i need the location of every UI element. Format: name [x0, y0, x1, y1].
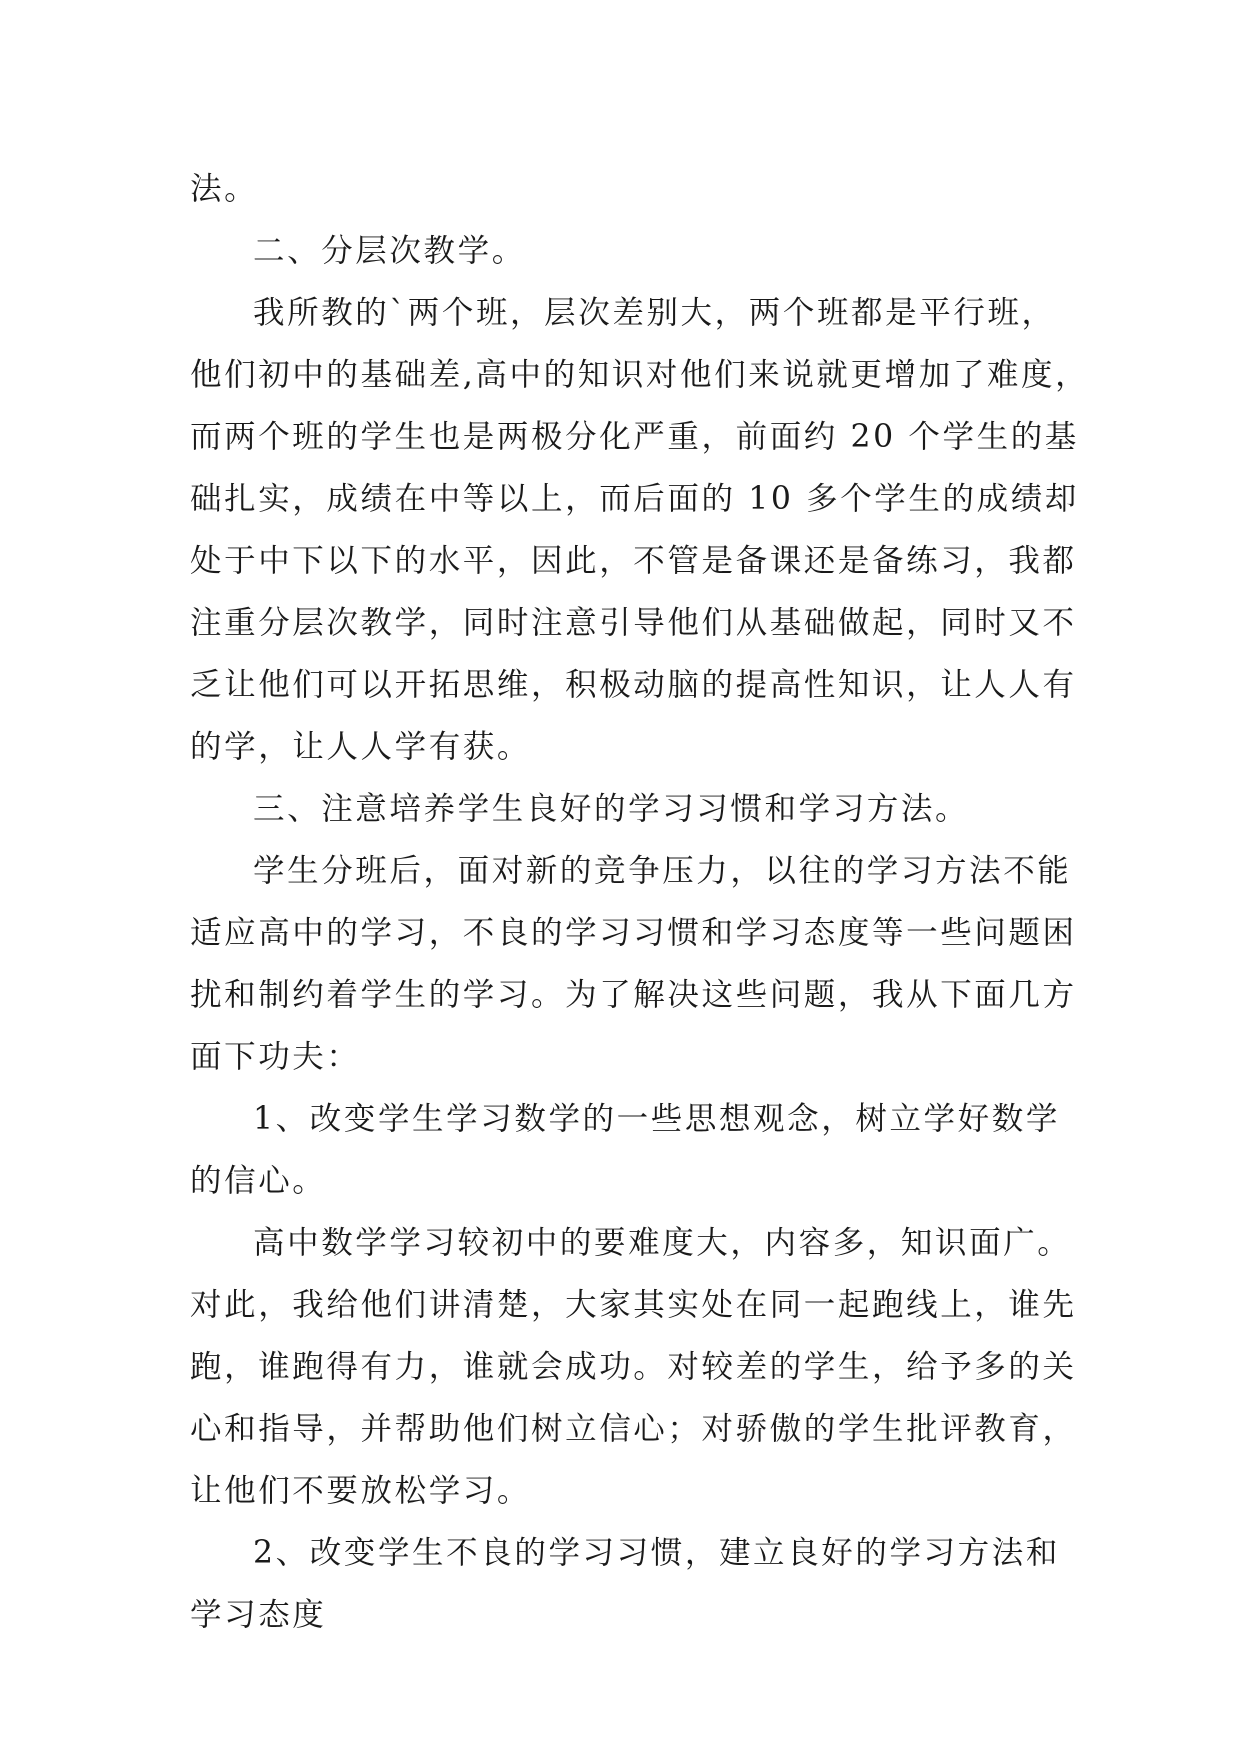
list-item-2 [190, 1522, 1070, 1646]
text-line: 学习态度 [190, 1597, 327, 1633]
text-line: 他们初中的基础差,高中的知识对他们来说就更增加了难度， [190, 357, 1090, 393]
list-item-1 [190, 1088, 1070, 1212]
paragraph-confidence [190, 1212, 1077, 1522]
paragraph-continuation [190, 158, 1070, 220]
document-body [190, 158, 1090, 1646]
text-line: 础扎实，成绩在中等以上，而后面的 10 多个学生的成绩却 [190, 481, 1079, 517]
text-line: 的信心。 [190, 1163, 327, 1199]
text-line: 处于中下以下的水平，因此，不管是备课还是备练习，我都 [190, 543, 1077, 579]
paragraph-layered-teaching [190, 282, 1090, 778]
text-line: 对此，我给他们讲清楚，大家其实处在同一起跑线上，谁先 [190, 1287, 1077, 1323]
heading-line: 二、分层次教学。 [253, 233, 526, 269]
text-line: 适应高中的学习，不良的学习习惯和学习态度等一些问题困 [190, 915, 1077, 951]
paragraph-study-habits [190, 840, 1077, 1088]
text-line: 扰和制约着学生的学习。为了解决这些问题，我从下面几方 [190, 977, 1077, 1013]
text-line: 心和指导，并帮助他们树立信心；对骄傲的学生批评教育， [190, 1411, 1077, 1447]
text-line: 跑，谁跑得有力，谁就会成功。对较差的学生，给予多的关 [190, 1349, 1077, 1385]
text-line: 乏让他们可以开拓思维，积极动脑的提高性知识，让人人有 [190, 667, 1077, 703]
text-line: 我所教的`两个班，层次差别大，两个班都是平行班， [253, 295, 1056, 331]
text-line: 面下功夫： [190, 1039, 361, 1075]
text-line: 学生分班后，面对新的竞争压力，以往的学习方法不能 [253, 853, 1072, 889]
text-line: 而两个班的学生也是两极分化严重，前面约 20 个学生的基 [190, 419, 1079, 455]
section-heading-3 [190, 778, 1070, 840]
text-line: 注重分层次教学，同时注意引导他们从基础做起，同时又不 [190, 605, 1077, 641]
text-line: 法。 [190, 171, 259, 207]
text-line: 让他们不要放松学习。 [190, 1473, 532, 1509]
text-line: 的学，让人人学有获。 [190, 729, 532, 765]
text-line: 1、改变学生学习数学的一些思想观念，树立学好数学 [253, 1101, 1060, 1137]
text-line: 高中数学学习较初中的要难度大，内容多，知识面广。 [253, 1225, 1072, 1261]
section-heading-2 [190, 220, 1070, 282]
text-line: 2、改变学生不良的学习习惯，建立良好的学习方法和 [253, 1535, 1060, 1571]
heading-line: 三、注意培养学生良好的学习习惯和学习方法。 [253, 791, 970, 827]
